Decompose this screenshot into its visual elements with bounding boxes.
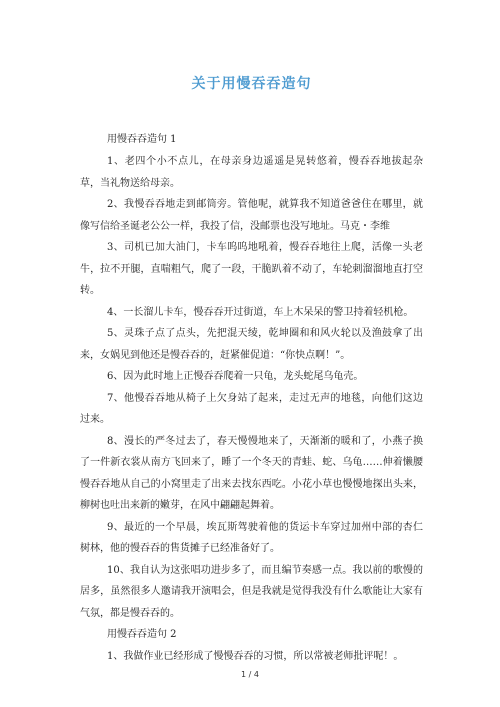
paragraph: 6、因为此时地上正慢吞吞爬着一只龟，龙头蛇尾乌龟壳。 bbox=[107, 371, 364, 382]
paragraph: 8、漫长的严冬过去了，春天慢慢地来了，天渐渐的暖和了，小燕子换了一件新衣裳从南方飞回来了，睡了一个冬天的青蛙、蛇、乌龟……伸着懒腰慢吞吞地从自己的小窝里走了出来去找东西吃。小花小草也慢慢地探出头来，柳树也吐出来新的嫩芽，在风中翩翩起舞着。 bbox=[80, 435, 423, 511]
paragraph: 1、我做作业已经形成了慢慢吞吞的习惯，所以常被老师批评呢！。 bbox=[107, 651, 404, 662]
document-title: 关于用慢吞吞造句 bbox=[191, 76, 312, 92]
paragraph: 5、灵珠子点了点头，先把混天绫，乾坤圈和和风火轮以及渔鼓拿了出来，女娲见到他还是慢吞吞的，赶紧催促道：“你快点啊！”。 bbox=[80, 328, 423, 361]
page-number: 1 / 4 bbox=[241, 670, 259, 679]
section-1 bbox=[80, 129, 423, 624]
paragraph: 2、我慢吞吞地走到邮筒旁。管他呢，就算我不知道爸爸住在哪里，就像写信给圣诞老公公一样，我投了信，没邮票也没写地址。马克・李维 bbox=[80, 199, 423, 232]
paragraph: 9、最近的一个早晨，埃瓦斯驾驶着他的货运卡车穿过加州中部的杏仁树林，他的慢吞吞的售货摊子已经准备好了。 bbox=[80, 521, 423, 554]
paragraph: 7、他慢吞吞地从椅子上欠身站了起来，走过无声的地毯，向他们这边过来。 bbox=[80, 392, 423, 425]
section-2 bbox=[80, 624, 423, 668]
paragraph: 4、一长溜儿卡车，慢吞吞开过街道，车上木呆呆的警卫持着轻机枪。 bbox=[107, 306, 414, 318]
section-label: 用慢吞吞造句 2 bbox=[107, 629, 177, 640]
paragraph: 1、老四个小不点儿，在母亲身边遥遥是晃转悠着，慢吞吞地拔起杂草，当礼物送给母亲。 bbox=[80, 156, 423, 189]
paragraph: 10、我自认为这张唱功进步多了，而且编节奏感一点。我以前的歌慢的居多，虽然很多人邀请我开演唱会，但是我就是觉得我没有什么歌能让大家有气氛，都是慢吞吞的。 bbox=[80, 564, 423, 619]
paragraph: 3、司机已加大油门，卡车呜呜地吼着，慢吞吞地往上爬，活像一头老牛，拉不开腿，直喘粗气，爬了一段，干脆趴着不动了，车轮刺溜溜地直打空转。 bbox=[80, 242, 423, 296]
section-label: 用慢吞吞造句 1 bbox=[107, 134, 177, 145]
